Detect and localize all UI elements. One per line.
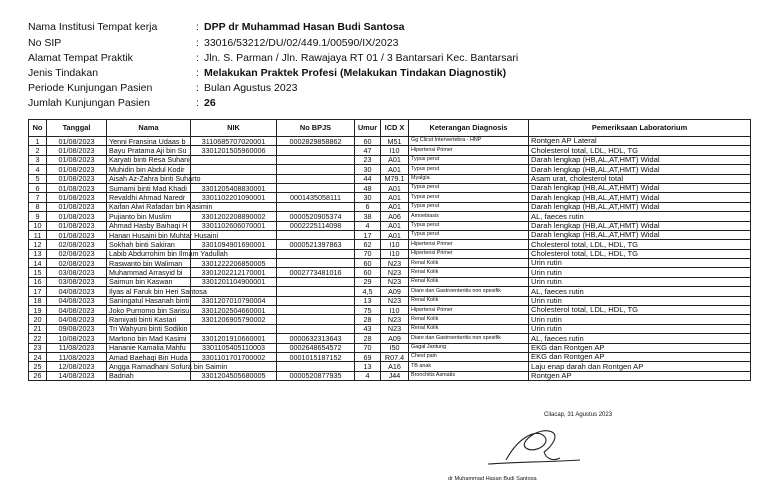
cell-nik: 3301204505680005 bbox=[191, 371, 277, 380]
table-header-row bbox=[29, 120, 751, 137]
cell-name: Ilyas al Faruk bin Heri Santosa bbox=[107, 287, 191, 296]
cell-name: Saningatul Hasanah binti bbox=[107, 296, 191, 305]
cell-no: 26 bbox=[29, 371, 47, 380]
cell-age: 75 bbox=[355, 306, 381, 315]
cell-bpjs bbox=[277, 287, 355, 296]
cell-age: 17 bbox=[355, 230, 381, 239]
cell-name: Karyati binti Resa Suhani bbox=[107, 155, 191, 164]
cell-no: 25 bbox=[29, 362, 47, 371]
cell-diagnosis: Hipertensi Primer bbox=[409, 306, 529, 315]
cell-diagnosis: Diare dan Gastroenteritis non spesifik bbox=[409, 334, 529, 343]
cell-age: 29 bbox=[355, 277, 381, 286]
cell-bpjs bbox=[277, 183, 355, 192]
address-value: Jln. S. Parman / Jln. Rawajaya RT 01 / 3 Bantarsari Kec. Bantarsari bbox=[204, 51, 519, 64]
cell-diagnosis: Typus perut bbox=[409, 155, 529, 164]
table-row bbox=[29, 268, 751, 277]
cell-date: 03/08/2023 bbox=[47, 277, 107, 286]
cell-date: 01/08/2023 bbox=[47, 183, 107, 192]
cell-icd: A16 bbox=[381, 362, 409, 371]
cell-age: 43 bbox=[355, 324, 381, 333]
cell-bpjs bbox=[277, 249, 355, 258]
cell-lab: Darah lengkap (HB,AL,AT,HMT) Widal bbox=[529, 221, 751, 230]
cell-nik: 3301201910660001 bbox=[191, 334, 277, 343]
cell-icd: A09 bbox=[381, 287, 409, 296]
cell-diagnosis: Typus perut bbox=[409, 230, 529, 239]
cell-date: 02/08/2023 bbox=[47, 240, 107, 249]
cell-name: Ahmad Hasby Baihaqi H bbox=[107, 221, 191, 230]
cell-no: 1 bbox=[29, 137, 47, 146]
cell-nik bbox=[191, 324, 277, 333]
cell-lab: Urin rutin bbox=[529, 324, 751, 333]
cell-no: 23 bbox=[29, 343, 47, 352]
cell-age: 60 bbox=[355, 137, 381, 146]
cell-name: Amad Baehaqi Bin Huda bbox=[107, 352, 191, 361]
table-row bbox=[29, 371, 751, 380]
address-label: Alamat Tempat Praktik bbox=[28, 51, 133, 64]
cell-bpjs: 0001015187152 bbox=[277, 352, 355, 361]
cell-age: 70 bbox=[355, 343, 381, 352]
table-row bbox=[29, 212, 751, 221]
cell-bpjs bbox=[277, 306, 355, 315]
col-header-age: Umur bbox=[355, 120, 381, 137]
col-header-nik: NIK bbox=[191, 120, 277, 137]
cell-no: 13 bbox=[29, 249, 47, 258]
cell-icd: I10 bbox=[381, 240, 409, 249]
cell-date: 01/08/2023 bbox=[47, 221, 107, 230]
cell-nik: 3301207010790004 bbox=[191, 296, 277, 305]
cell-name: Hananie Kamalia Mahfu bbox=[107, 343, 191, 352]
cell-icd: M79.1 bbox=[381, 174, 409, 183]
table-row bbox=[29, 202, 751, 211]
table-row bbox=[29, 324, 751, 333]
cell-bpjs: 0000520905374 bbox=[277, 212, 355, 221]
visit-count-label: Jumlah Kunjungan Pasien bbox=[28, 97, 151, 110]
cell-date: 11/08/2023 bbox=[47, 343, 107, 352]
cell-date: 02/08/2023 bbox=[47, 249, 107, 258]
cell-nik: 3110685707020001 bbox=[191, 137, 277, 146]
cell-diagnosis: Typus perut bbox=[409, 183, 529, 192]
cell-diagnosis: Bronchitis Asmatis bbox=[409, 371, 529, 380]
cell-lab: Cholesterol total, LDL, HDL, TG bbox=[529, 240, 751, 249]
period-label: Periode Kunjungan Pasien bbox=[28, 82, 153, 95]
cell-diagnosis: Gagal Jantung bbox=[409, 343, 529, 352]
cell-lab: Urin rutin bbox=[529, 315, 751, 324]
cell-no: 24 bbox=[29, 352, 47, 361]
cell-bpjs bbox=[277, 146, 355, 155]
cell-diagnosis: Gg Clicut Intervertebra - HNP bbox=[409, 137, 529, 146]
cell-icd: I50 bbox=[381, 343, 409, 352]
cell-lab: AL, faeces rutin bbox=[529, 334, 751, 343]
cell-bpjs bbox=[277, 277, 355, 286]
cell-nik: 3301094901690001 bbox=[191, 240, 277, 249]
cell-age: 6 bbox=[355, 202, 381, 211]
cell-no: 6 bbox=[29, 183, 47, 192]
cell-bpjs: 0002829858862 bbox=[277, 137, 355, 146]
cell-nik: 3301202212170001 bbox=[191, 268, 277, 277]
cell-no: 2 bbox=[29, 146, 47, 155]
cell-bpjs bbox=[277, 174, 355, 183]
signature-scribble-icon bbox=[448, 418, 598, 476]
cell-icd: M51 bbox=[381, 137, 409, 146]
table-row bbox=[29, 240, 751, 249]
cell-diagnosis: Renal Kolik bbox=[409, 268, 529, 277]
col-header-date: Tanggal bbox=[47, 120, 107, 137]
cell-diagnosis: Diare dan Gastroenteritis non spesifik bbox=[409, 287, 529, 296]
cell-no: 19 bbox=[29, 306, 47, 315]
cell-no: 4 bbox=[29, 165, 47, 174]
cell-bpjs bbox=[277, 230, 355, 239]
cell-lab: Darah lengkap (HB,AL,AT,HMT) Widal bbox=[529, 183, 751, 192]
cell-age: 38 bbox=[355, 212, 381, 221]
cell-age: 4 bbox=[355, 221, 381, 230]
cell-nik: 3301206905790002 bbox=[191, 315, 277, 324]
cell-no: 20 bbox=[29, 315, 47, 324]
cell-icd: A01 bbox=[381, 221, 409, 230]
cell-nik: 3301202208890002 bbox=[191, 212, 277, 221]
cell-age: 48 bbox=[355, 183, 381, 192]
cell-lab: EKG dan Rontgen AP bbox=[529, 343, 751, 352]
cell-lab: Laju enap darah dan Rontgen AP bbox=[529, 362, 751, 371]
cell-icd: I10 bbox=[381, 306, 409, 315]
cell-name: Ramiyati binti Kastari bbox=[107, 315, 191, 324]
table-row bbox=[29, 193, 751, 202]
cell-icd: N23 bbox=[381, 315, 409, 324]
cell-diagnosis: Typus perut bbox=[409, 193, 529, 202]
cell-lab: Rontgen AP Lateral bbox=[529, 137, 751, 146]
cell-lab: Darah lengkap (HB,AL,AT,HMT) Widal bbox=[529, 202, 751, 211]
cell-diagnosis: Chest pain bbox=[409, 352, 529, 361]
table-row bbox=[29, 249, 751, 258]
table-row bbox=[29, 146, 751, 155]
patient-table bbox=[28, 119, 751, 381]
cell-date: 02/08/2023 bbox=[47, 259, 107, 268]
cell-lab: Darah lengkap (HB,AL,AT,HMT) Widal bbox=[529, 230, 751, 239]
cell-lab: Cholesterol total, LDL, HDL, TG bbox=[529, 146, 751, 155]
cell-bpjs bbox=[277, 296, 355, 305]
cell-lab: AL, faeces rutin bbox=[529, 287, 751, 296]
document-header bbox=[28, 20, 748, 111]
col-header-bpjs: No BPJS bbox=[277, 120, 355, 137]
cell-bpjs bbox=[277, 324, 355, 333]
cell-no: 17 bbox=[29, 287, 47, 296]
cell-diagnosis: TB anak bbox=[409, 362, 529, 371]
visit-count-value: 26 bbox=[204, 97, 216, 110]
cell-diagnosis: Typus perut bbox=[409, 202, 529, 211]
cell-lab: Cholesterol total, LDL, HDL, TG bbox=[529, 249, 751, 258]
cell-name: Bayu Pratama Aji bin Su bbox=[107, 146, 191, 155]
cell-lab: Urin rutin bbox=[529, 277, 751, 286]
cell-date: 01/08/2023 bbox=[47, 230, 107, 239]
header-row-institution: Nama Institusi Tempat kerja : DPP dr Muhammad Hasan Budi Santosa bbox=[28, 21, 405, 34]
cell-icd: N23 bbox=[381, 268, 409, 277]
cell-name: Sokhah binti Sakiran bbox=[107, 240, 191, 249]
cell-no: 8 bbox=[29, 202, 47, 211]
cell-diagnosis: Typus perut bbox=[409, 165, 529, 174]
cell-no: 10 bbox=[29, 221, 47, 230]
table-row bbox=[29, 259, 751, 268]
cell-bpjs: 0002648654572 bbox=[277, 343, 355, 352]
cell-name: Aisah Az-Zahra binti Suharto bbox=[107, 174, 191, 183]
cell-age: 23 bbox=[355, 155, 381, 164]
cell-name: Muhidin bin Abdul Kodir bbox=[107, 165, 191, 174]
cell-date: 14/08/2023 bbox=[47, 371, 107, 380]
cell-name: Sumami binti Mad Khadi bbox=[107, 183, 191, 192]
table-row bbox=[29, 315, 751, 324]
cell-date: 04/08/2023 bbox=[47, 306, 107, 315]
cell-bpjs: 0001435058111 bbox=[277, 193, 355, 202]
table-row bbox=[29, 221, 751, 230]
cell-nik: 3301222206850005 bbox=[191, 259, 277, 268]
cell-date: 09/08/2023 bbox=[47, 324, 107, 333]
cell-age: 69 bbox=[355, 352, 381, 361]
cell-icd: A01 bbox=[381, 155, 409, 164]
cell-age: 13 bbox=[355, 296, 381, 305]
cell-bpjs bbox=[277, 155, 355, 164]
cell-age: 28 bbox=[355, 334, 381, 343]
cell-name: Martono bin Mad Kasimi bbox=[107, 334, 191, 343]
cell-icd: R07.4 bbox=[381, 352, 409, 361]
cell-age: 60 bbox=[355, 268, 381, 277]
cell-nik: 3301205408830001 bbox=[191, 183, 277, 192]
sip-label: No SIP bbox=[28, 36, 62, 49]
col-header-diagnosis: Keterangan Diagnosis bbox=[409, 120, 529, 137]
table-row bbox=[29, 343, 751, 352]
cell-icd: A01 bbox=[381, 202, 409, 211]
cell-lab: Rontgen AP bbox=[529, 371, 751, 380]
cell-diagnosis: Renal Kolik bbox=[409, 259, 529, 268]
cell-bpjs bbox=[277, 315, 355, 324]
action-type-label: Jenis Tindakan bbox=[28, 66, 99, 79]
cell-bpjs bbox=[277, 362, 355, 371]
cell-name: Tri Wahyuni binti Sodikin bbox=[107, 324, 191, 333]
cell-lab: Darah lengkap (HB,AL,AT,HMT) Widal bbox=[529, 165, 751, 174]
table-row bbox=[29, 183, 751, 192]
col-header-lab: Pemeriksaan Laboratorium bbox=[529, 120, 751, 137]
table-row bbox=[29, 287, 751, 296]
cell-name: Joko Purnomo bin Sarisu bbox=[107, 306, 191, 315]
cell-nik: 3301101701700002 bbox=[191, 352, 277, 361]
cell-date: 01/08/2023 bbox=[47, 155, 107, 164]
cell-name: Saimun bin Kaswan bbox=[107, 277, 191, 286]
cell-bpjs bbox=[277, 259, 355, 268]
cell-date: 04/08/2023 bbox=[47, 296, 107, 305]
signature-name: dr Muhammad Hasan Budi Santosa bbox=[448, 476, 537, 482]
col-header-name: Nama bbox=[107, 120, 191, 137]
cell-name: Revaldhi Ahmad Naredr bbox=[107, 193, 191, 202]
header-row-address: Alamat Tempat Praktik : Jln. S. Parman / Jln. Rawajaya RT 01 / 3 Bantarsari Kec. Bantarsari bbox=[28, 51, 519, 64]
cell-lab: Darah lengkap (HB,AL,AT,HMT) Widal bbox=[529, 193, 751, 202]
cell-date: 10/08/2023 bbox=[47, 334, 107, 343]
cell-name: Muhammad Arrasyid bi bbox=[107, 268, 191, 277]
cell-no: 9 bbox=[29, 212, 47, 221]
cell-bpjs: 0000520877935 bbox=[277, 371, 355, 380]
cell-bpjs: 0000632313643 bbox=[277, 334, 355, 343]
table-row bbox=[29, 230, 751, 239]
cell-age: 4 bbox=[355, 371, 381, 380]
cell-age: 47 bbox=[355, 146, 381, 155]
cell-diagnosis: Renal Kolik bbox=[409, 296, 529, 305]
cell-name: Kaifan Alwi Rafadan bin Kasimin bbox=[107, 202, 191, 211]
cell-icd: N23 bbox=[381, 296, 409, 305]
cell-nik bbox=[191, 174, 277, 183]
cell-age: 13 bbox=[355, 362, 381, 371]
cell-date: 01/08/2023 bbox=[47, 146, 107, 155]
table-row bbox=[29, 352, 751, 361]
cell-lab: Urin rutin bbox=[529, 268, 751, 277]
cell-date: 11/08/2023 bbox=[47, 352, 107, 361]
cell-diagnosis: Renal Kolik bbox=[409, 315, 529, 324]
cell-bpjs bbox=[277, 202, 355, 211]
cell-icd: N23 bbox=[381, 259, 409, 268]
cell-diagnosis: Myalgia bbox=[409, 174, 529, 183]
cell-age: 70 bbox=[355, 249, 381, 258]
table-row bbox=[29, 277, 751, 286]
cell-diagnosis: Typus perut bbox=[409, 221, 529, 230]
cell-no: 15 bbox=[29, 268, 47, 277]
cell-age: 28 bbox=[355, 315, 381, 324]
cell-bpjs: 0000521397863 bbox=[277, 240, 355, 249]
header-row-period: Periode Kunjungan Pasien : Bulan Agustus 2023 bbox=[28, 82, 298, 95]
cell-age: 30 bbox=[355, 165, 381, 174]
cell-no: 16 bbox=[29, 277, 47, 286]
cell-name: Hanan Husaini bin Muhtar Husaini bbox=[107, 230, 191, 239]
cell-icd: A06 bbox=[381, 212, 409, 221]
table-row bbox=[29, 174, 751, 183]
cell-diagnosis: Renal Kolik bbox=[409, 324, 529, 333]
cell-date: 04/08/2023 bbox=[47, 287, 107, 296]
cell-date: 03/08/2023 bbox=[47, 268, 107, 277]
cell-lab: AL, faeces rutin bbox=[529, 212, 751, 221]
cell-lab: Urin rutin bbox=[529, 259, 751, 268]
cell-icd: I10 bbox=[381, 146, 409, 155]
cell-icd: N23 bbox=[381, 277, 409, 286]
cell-name: Pujianto bin Muslim bbox=[107, 212, 191, 221]
header-row-sip: No SIP : 33016/53212/DU/02/449.1/00590/IX/2023 bbox=[28, 36, 399, 49]
cell-age: 30 bbox=[355, 193, 381, 202]
table-row bbox=[29, 362, 751, 371]
cell-age: 4,5 bbox=[355, 287, 381, 296]
cell-icd: A01 bbox=[381, 165, 409, 174]
cell-no: 5 bbox=[29, 174, 47, 183]
cell-icd: A09 bbox=[381, 334, 409, 343]
signature-block bbox=[426, 410, 666, 490]
institution-label: Nama Institusi Tempat kerja bbox=[28, 21, 158, 34]
cell-date: 04/08/2023 bbox=[47, 315, 107, 324]
cell-bpjs: 0002225114098 bbox=[277, 221, 355, 230]
cell-no: 7 bbox=[29, 193, 47, 202]
cell-diagnosis: Hipertensi Primer bbox=[409, 249, 529, 258]
cell-nik: 3301105405110003 bbox=[191, 343, 277, 352]
cell-name: Angga Ramadhani Sofura bin Saimin bbox=[107, 362, 191, 371]
cell-no: 3 bbox=[29, 155, 47, 164]
cell-nik: 3301102201090001 bbox=[191, 193, 277, 202]
cell-nik bbox=[191, 165, 277, 174]
col-header-no: No bbox=[29, 120, 47, 137]
cell-icd: J44 bbox=[381, 371, 409, 380]
cell-age: 60 bbox=[355, 259, 381, 268]
action-type-value: Melakukan Praktek Profesi (Melakukan Tindakan Diagnostik) bbox=[204, 66, 507, 79]
table-row bbox=[29, 306, 751, 315]
cell-no: 21 bbox=[29, 324, 47, 333]
cell-date: 12/08/2023 bbox=[47, 362, 107, 371]
cell-nik: 3301102606070001 bbox=[191, 221, 277, 230]
cell-no: 14 bbox=[29, 259, 47, 268]
cell-icd: A01 bbox=[381, 230, 409, 239]
institution-value: DPP dr Muhammad Hasan Budi Santosa bbox=[204, 21, 405, 34]
signature-place-date: Cilacap, 31 Agustus 2023 bbox=[544, 412, 613, 418]
cell-icd: A01 bbox=[381, 183, 409, 192]
sip-value: 33016/53212/DU/02/449.1/00590/IX/2023 bbox=[204, 36, 399, 49]
header-row-visit-count: Jumlah Kunjungan Pasien : 26 bbox=[28, 97, 216, 110]
cell-date: 01/08/2023 bbox=[47, 137, 107, 146]
cell-lab: Asam urat, cholesterol total bbox=[529, 174, 751, 183]
period-value: Bulan Agustus 2023 bbox=[204, 82, 298, 95]
cell-date: 01/08/2023 bbox=[47, 193, 107, 202]
cell-icd: N23 bbox=[381, 324, 409, 333]
cell-name: Badriah bbox=[107, 371, 191, 380]
table-row bbox=[29, 137, 751, 146]
cell-nik: 3301201505960006 bbox=[191, 146, 277, 155]
cell-no: 12 bbox=[29, 240, 47, 249]
cell-lab: Cholesterol total, LDL, HDL, TG bbox=[529, 306, 751, 315]
cell-diagnosis: Amoebiasis bbox=[409, 212, 529, 221]
cell-diagnosis: Hipertensi Primer bbox=[409, 146, 529, 155]
cell-no: 11 bbox=[29, 230, 47, 239]
cell-name: Labib Abdurrohim bin Ilmam Yadullah bbox=[107, 249, 191, 258]
table-body bbox=[29, 137, 751, 381]
cell-lab: EKG dan Rontgen AP bbox=[529, 352, 751, 361]
table-row bbox=[29, 296, 751, 305]
col-header-icd: ICD X bbox=[381, 120, 409, 137]
cell-nik: 3301201104900001 bbox=[191, 277, 277, 286]
cell-date: 01/08/2023 bbox=[47, 174, 107, 183]
cell-date: 01/08/2023 bbox=[47, 202, 107, 211]
cell-age: 62 bbox=[355, 240, 381, 249]
header-row-action-type: Jenis Tindakan : Melakukan Praktek Profesi (Melakukan Tindakan Diagnostik) bbox=[28, 66, 507, 79]
cell-no: 18 bbox=[29, 296, 47, 305]
cell-lab: Darah lengkap (HB,AL,AT,HMT) Widal bbox=[529, 155, 751, 164]
cell-name: Yenni Fransina Udaas b bbox=[107, 137, 191, 146]
cell-diagnosis: Hipertensi Primer bbox=[409, 240, 529, 249]
cell-date: 01/08/2023 bbox=[47, 212, 107, 221]
patient-table-wrapper bbox=[28, 119, 750, 381]
cell-icd: I10 bbox=[381, 249, 409, 258]
cell-nik bbox=[191, 155, 277, 164]
table-row bbox=[29, 165, 751, 174]
cell-icd: A01 bbox=[381, 193, 409, 202]
cell-nik: 3301202504660001 bbox=[191, 306, 277, 315]
cell-no: 22 bbox=[29, 334, 47, 343]
table-row bbox=[29, 155, 751, 164]
cell-date: 01/08/2023 bbox=[47, 165, 107, 174]
cell-lab: Urin rutin bbox=[529, 296, 751, 305]
cell-name: Raswanto bin Waliman bbox=[107, 259, 191, 268]
cell-diagnosis: Renal Kolik bbox=[409, 277, 529, 286]
cell-bpjs: 0002773481016 bbox=[277, 268, 355, 277]
table-row bbox=[29, 334, 751, 343]
cell-bpjs bbox=[277, 165, 355, 174]
cell-age: 44 bbox=[355, 174, 381, 183]
